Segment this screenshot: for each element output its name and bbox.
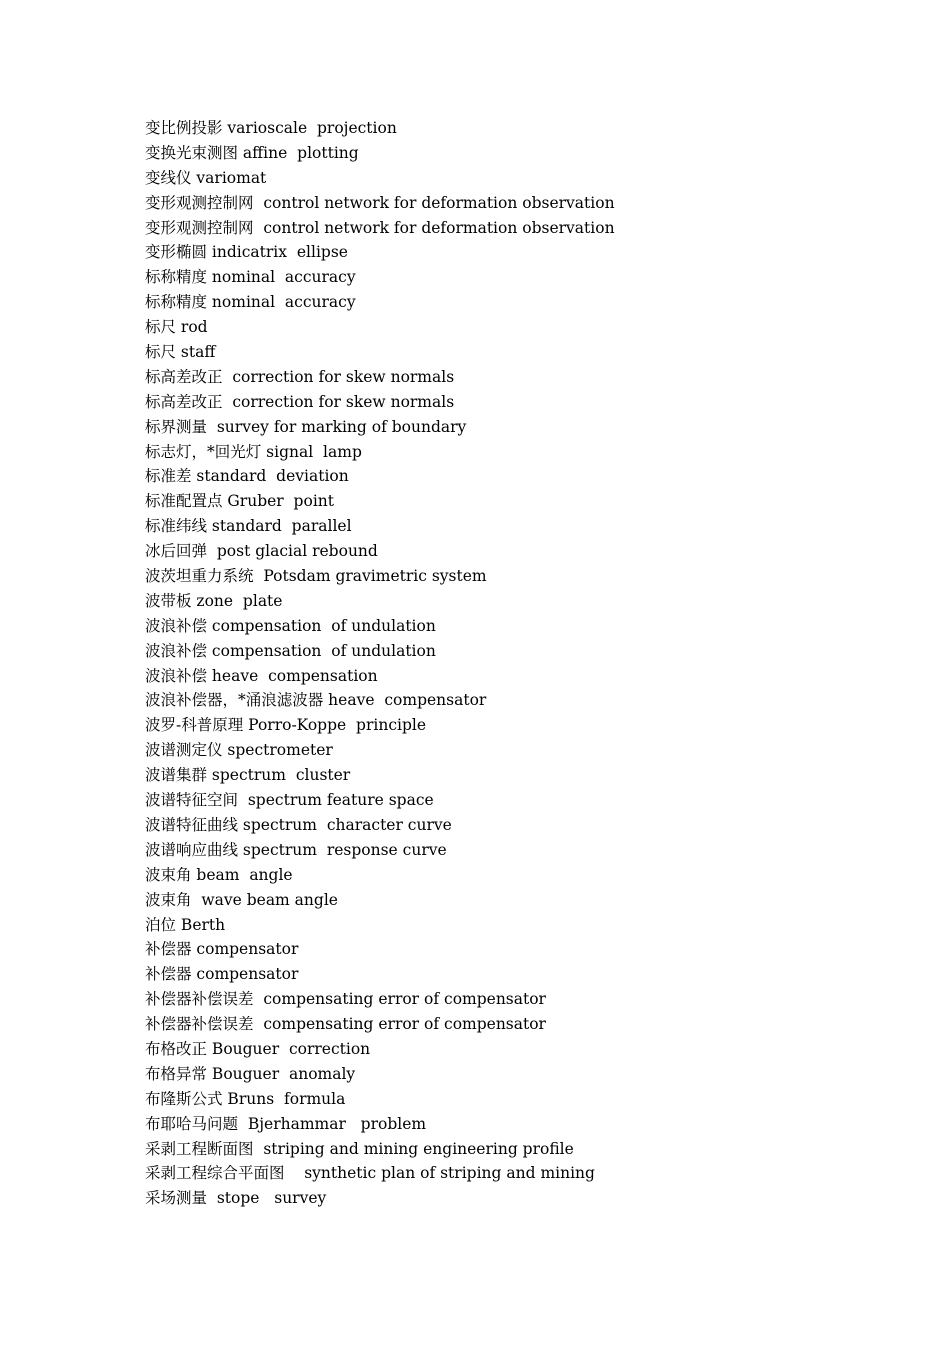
glossary-entry: 布格改正 Bouguer correction (145, 1039, 371, 1058)
glossary-entry: 补偿器补偿误差 compensating error of compensator (145, 1015, 546, 1034)
glossary-entry: 标准配置点 Gruber point (145, 492, 334, 511)
glossary-entry: 标尺 rod (145, 318, 208, 337)
glossary-entry: 波茨坦重力系统 Potsdam gravimetric system (145, 567, 487, 586)
glossary-entry: 补偿器 compensator (145, 940, 299, 959)
glossary-entry: 波谱特征曲线 spectrum character curve (145, 815, 452, 834)
glossary-entry: 布格异常 Bouguer anomaly (145, 1064, 356, 1083)
glossary-entry: 冰后回弹 post glacial rebound (145, 542, 378, 561)
glossary-entry: 波浪补偿 compensation of undulation (145, 616, 436, 635)
glossary-entry: 标高差改正 correction for skew normals (145, 392, 455, 411)
glossary-entry: 布耶哈马问题 Bjerhammar problem (145, 1114, 427, 1133)
glossary-entry: 标尺 staff (145, 343, 216, 362)
glossary-entry: 标称精度 nominal accuracy (145, 268, 356, 287)
glossary-entry: 波谱特征空间 spectrum feature space (145, 791, 434, 810)
glossary-entry: 波束角 beam angle (145, 865, 293, 884)
glossary-entry: 变形椭圆 indicatrix ellipse (145, 243, 348, 262)
glossary-entry: 波罗-科普原理 Porro-Koppe principle (145, 716, 427, 735)
glossary-entry: 波谱响应曲线 spectrum response curve (145, 840, 447, 859)
glossary-entry: 波束角 wave beam angle (145, 890, 338, 909)
glossary-entry: 波谱集群 spectrum cluster (145, 766, 351, 785)
glossary-entry: 采场测量 stope survey (145, 1189, 327, 1208)
glossary-entry: 波浪补偿器，*涌浪滤波器 heave compensator (145, 691, 487, 710)
glossary-entry: 变形观测控制网 control network for deformation observation (145, 218, 615, 237)
glossary-entry: 变线仪 variomat (145, 168, 267, 187)
glossary-entry: 泊位 Berth (145, 915, 226, 934)
glossary-entry: 标准纬线 standard parallel (145, 517, 352, 536)
glossary-entry: 布隆斯公式 Bruns formula (145, 1089, 346, 1108)
glossary-entry: 标界测量 survey for marking of boundary (145, 417, 467, 436)
glossary-entry: 补偿器 compensator (145, 965, 299, 984)
glossary-entry: 采剥工程综合平面图 synthetic plan of striping and mining (145, 1164, 595, 1183)
glossary-entry: 波浪补偿 heave compensation (145, 666, 378, 685)
glossary-entry: 变换光束测图 affine plotting (145, 143, 359, 162)
glossary-entry: 波谱测定仪 spectrometer (145, 741, 333, 760)
glossary-entry: 补偿器补偿误差 compensating error of compensator (145, 990, 546, 1009)
glossary-list (145, 116, 905, 1211)
glossary-entry: 波带板 zone plate (145, 591, 283, 610)
glossary-entry: 标称精度 nominal accuracy (145, 293, 356, 312)
glossary-entry: 波浪补偿 compensation of undulation (145, 641, 436, 660)
glossary-entry: 变比例投影 varioscale projection (145, 119, 397, 137)
glossary-entry: 标高差改正 correction for skew normals (145, 367, 455, 386)
glossary-entry: 采剥工程断面图 striping and mining engineering profile (145, 1139, 574, 1158)
glossary-entry: 标志灯，*回光灯 signal lamp (145, 442, 362, 461)
glossary-entry: 变形观测控制网 control network for deformation observation (145, 193, 615, 212)
glossary-entry: 标准差 standard deviation (145, 467, 349, 486)
